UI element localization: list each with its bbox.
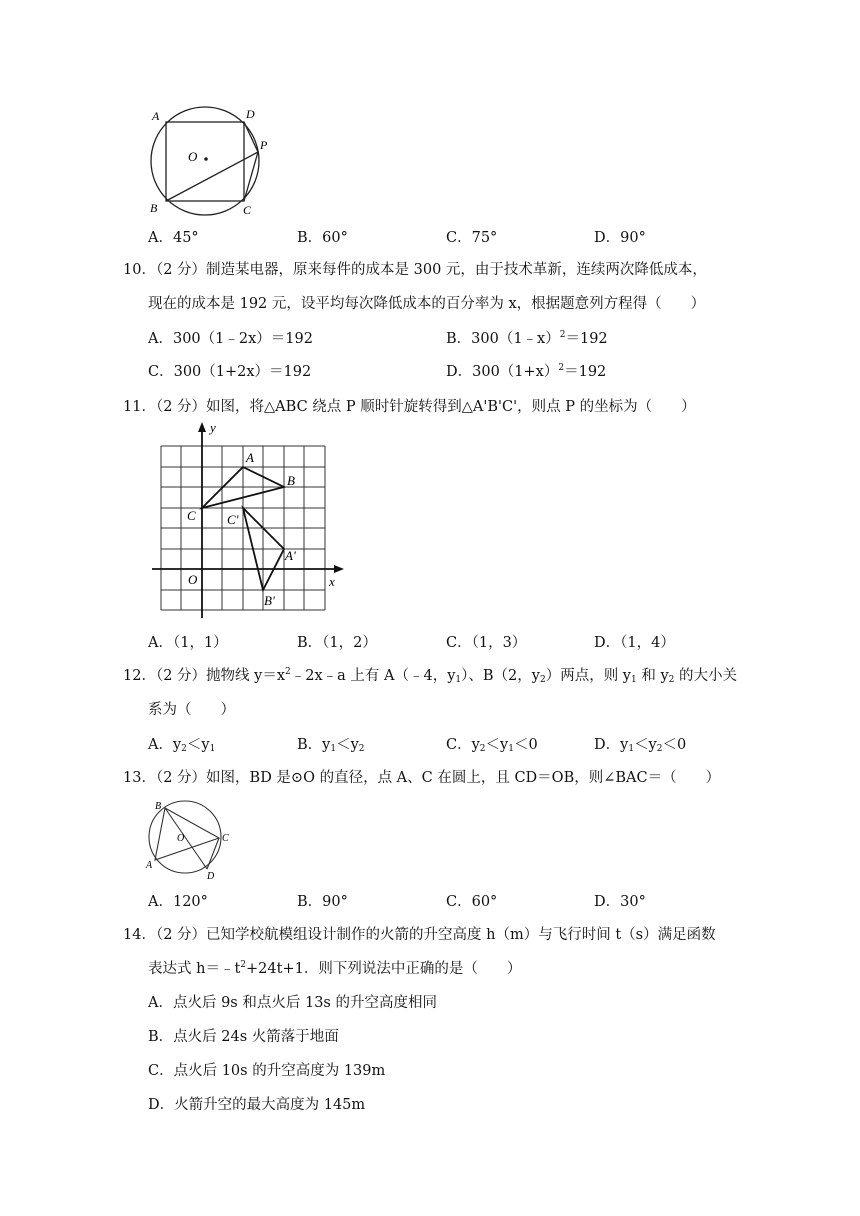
q9-line-dp bbox=[244, 122, 258, 152]
q11-label-b1: B' bbox=[264, 593, 275, 608]
q9-option-c[interactable]: C．75° bbox=[446, 230, 498, 246]
q12-opt-b-s3: 2 bbox=[358, 744, 365, 754]
q9-label-a: A bbox=[152, 109, 160, 123]
q12-opt-c-t2: ＜y bbox=[485, 737, 509, 753]
q12-text-e: 和 y bbox=[636, 668, 669, 684]
q12-sub1: 1 bbox=[455, 675, 462, 685]
q13-label-o: O bbox=[177, 833, 185, 844]
q11-label-y: y bbox=[210, 420, 216, 435]
q12-opt-d-s1: 1 bbox=[628, 744, 635, 754]
q9-option-b[interactable]: B．60° bbox=[297, 230, 348, 246]
q13-option-b[interactable]: B．90° bbox=[297, 894, 348, 910]
q13-option-c[interactable]: C．60° bbox=[446, 894, 498, 910]
q11-option-a[interactable]: A．（1，1） bbox=[148, 635, 228, 651]
q12-opt-b-t0: B．y bbox=[297, 737, 331, 753]
q11-y-arrow bbox=[198, 422, 206, 432]
q14-stem-line2 bbox=[148, 957, 521, 978]
q10-option-d-sup: 2 bbox=[558, 363, 565, 373]
q9-figure bbox=[140, 104, 280, 216]
q13-option-a[interactable]: A．120° bbox=[148, 894, 208, 910]
q13-label-d: D bbox=[207, 871, 215, 880]
q9-option-a[interactable]: A．45° bbox=[148, 230, 199, 246]
q11-option-d[interactable]: D．（1，4） bbox=[594, 635, 675, 651]
q11-label-a1: A' bbox=[285, 548, 296, 563]
q11-label-b: B bbox=[287, 473, 295, 488]
q14-option-b[interactable]: B．点火后 24s 火箭落于地面 bbox=[148, 1029, 339, 1045]
q14-text-b: +24t+1．则下列说法中正确的是（ ） bbox=[246, 961, 522, 977]
q12-opt-a-t2: ＜y bbox=[186, 737, 210, 753]
q11-label-c: C bbox=[187, 508, 196, 523]
q12-opt-b-t2: ＜y bbox=[336, 737, 359, 753]
q9-square bbox=[166, 122, 244, 201]
q12-opt-a-s1: 2 bbox=[181, 744, 187, 754]
q9-line-cp bbox=[244, 152, 258, 201]
q13-label-a: A bbox=[146, 860, 153, 871]
q9-label-p: P bbox=[260, 138, 268, 152]
q13-figure bbox=[143, 798, 243, 880]
q12-text-d: ）两点，则 y bbox=[545, 668, 632, 684]
q10-stem-line2: 现在的成本是 192 元，设平均每次降低成本的百分率为 x，根据题意列方程得（ ） bbox=[148, 296, 706, 312]
q12-opt-c-t0: C．y bbox=[446, 737, 480, 753]
q10-option-b-sup: 2 bbox=[559, 330, 566, 340]
q14-text-a: 表达式 h＝﹣t bbox=[148, 961, 241, 977]
q12-opt-c-s1: 2 bbox=[479, 744, 486, 754]
q12-sub3: 1 bbox=[631, 675, 637, 685]
q12-option-d[interactable] bbox=[594, 733, 686, 754]
q10-option-a[interactable]: A．300（1﹣2x）＝192 bbox=[148, 331, 313, 347]
q13-stem-line1: 13．（2 分）如图，BD 是⊙O 的直径，点 A、C 在圆上，且 CD＝OB，则∠BAC＝（ ） bbox=[123, 770, 721, 786]
q10-option-d-text: D．300（1+x） bbox=[446, 364, 559, 380]
q9-label-b: B bbox=[150, 201, 158, 215]
q11-stem-line1: 11．（2 分）如图，将△ABC 绕点 P 顺时针旋转得到△A'B'C'，则点 P 的坐标为（ ） bbox=[123, 399, 696, 415]
q13-triangle-abc bbox=[155, 808, 219, 860]
q10-option-b-end: ＝192 bbox=[565, 331, 608, 347]
q11-grid bbox=[161, 446, 325, 610]
q12-sup: 2 bbox=[285, 667, 291, 677]
q10-option-b-text: B．300（1﹣x） bbox=[446, 331, 560, 347]
q12-stem-line1 bbox=[123, 664, 737, 685]
q14-stem-line1: 14．（2 分）已知学校航模组设计制作的火箭的升空高度 h（m）与飞行时间 t（s）满足函数 bbox=[123, 927, 716, 943]
q14-option-a[interactable]: A．点火后 9s 和点火后 13s 的升空高度相同 bbox=[148, 995, 437, 1011]
q10-option-b[interactable] bbox=[446, 327, 608, 348]
q11-grid-figure bbox=[150, 420, 350, 620]
q12-opt-d-t4: ＜0 bbox=[662, 737, 687, 753]
q12-opt-d-t0: D．y bbox=[594, 737, 629, 753]
q10-option-d-end: ＝192 bbox=[564, 364, 607, 380]
q10-option-c[interactable]: C．300（1+2x）＝192 bbox=[148, 364, 312, 380]
q9-label-c: C bbox=[243, 203, 252, 216]
q12-sub4: 2 bbox=[668, 675, 675, 685]
q11-option-c[interactable]: C．（1，3） bbox=[446, 635, 527, 651]
q11-label-c1: C' bbox=[227, 512, 239, 527]
q12-sub2: 2 bbox=[539, 675, 546, 685]
q12-opt-c-t4: ＜0 bbox=[513, 737, 538, 753]
q14-option-d[interactable]: D．火箭升空的最大高度为 145m bbox=[148, 1097, 366, 1113]
q9-label-o: O bbox=[188, 149, 198, 164]
q12-stem-line2: 系为（ ） bbox=[148, 702, 235, 718]
q12-text-c: ）、B（2，y bbox=[461, 668, 540, 684]
q12-text-f: 的大小关 bbox=[674, 668, 738, 684]
q14-sup: 2 bbox=[240, 960, 247, 970]
q11-label-o: O bbox=[188, 572, 198, 587]
q13-label-b: B bbox=[155, 801, 162, 812]
q10-option-d[interactable] bbox=[446, 360, 606, 381]
q9-option-d[interactable]: D．90° bbox=[594, 230, 646, 246]
q12-option-c[interactable] bbox=[446, 733, 538, 754]
q12-option-b[interactable] bbox=[297, 733, 365, 754]
q14-option-c[interactable]: C．点火后 10s 的升空高度为 139m bbox=[148, 1063, 386, 1079]
q9-label-d: D bbox=[246, 107, 255, 121]
q13-label-c: C bbox=[222, 833, 229, 844]
q11-option-b[interactable]: B．（1，2） bbox=[297, 635, 377, 651]
q10-stem-line1: 10．（2 分）制造某电器，原来每件的成本是 300 元，由于技术革新，连续两次降低成本， bbox=[123, 262, 707, 278]
q11-label-a: A bbox=[246, 450, 254, 465]
q9-center-dot bbox=[204, 157, 208, 161]
q13-diameter-bd bbox=[165, 808, 207, 869]
q12-text-b: ﹣2x﹣a 上有 A（﹣4，y bbox=[290, 668, 456, 684]
q12-option-a[interactable] bbox=[148, 733, 215, 754]
q12-opt-a-s3: 1 bbox=[209, 744, 216, 754]
q9-circle bbox=[151, 107, 259, 215]
q12-text-a: 12．（2 分）抛物线 y＝x bbox=[123, 668, 286, 684]
q12-opt-b-s1: 1 bbox=[330, 744, 337, 754]
q13-option-d[interactable]: D．30° bbox=[594, 894, 646, 910]
q12-opt-d-t2: ＜y bbox=[634, 737, 657, 753]
q12-opt-c-s3: 1 bbox=[508, 744, 514, 754]
q12-opt-a-t0: A．y bbox=[148, 737, 182, 753]
q11-label-x: x bbox=[329, 574, 335, 589]
q12-opt-d-s3: 2 bbox=[656, 744, 663, 754]
q11-x-arrow bbox=[334, 565, 344, 573]
